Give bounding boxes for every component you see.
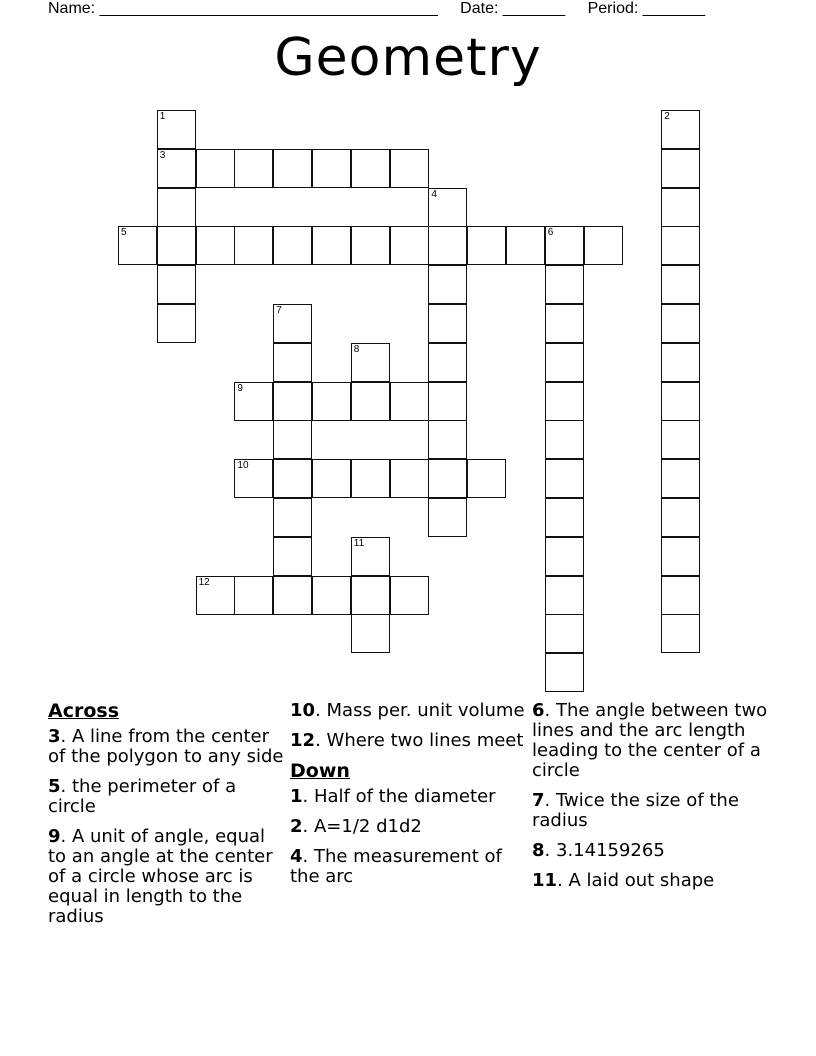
grid-cell[interactable]	[545, 498, 584, 537]
grid-cell[interactable]	[506, 226, 545, 265]
grid-cell[interactable]	[196, 576, 235, 615]
grid-cell[interactable]	[661, 537, 700, 576]
grid-cell[interactable]	[234, 382, 273, 421]
down-heading: Down	[290, 760, 350, 782]
grid-cell[interactable]	[428, 304, 467, 343]
clue-number: 7	[276, 305, 282, 316]
grid-cell[interactable]	[661, 343, 700, 382]
grid-cell[interactable]	[545, 304, 584, 343]
grid-cell[interactable]	[428, 265, 467, 304]
grid-cell[interactable]	[351, 343, 390, 382]
grid-cell[interactable]	[351, 459, 390, 498]
grid-cell[interactable]	[584, 226, 623, 265]
grid-cell[interactable]	[661, 265, 700, 304]
date-field[interactable]: Date: _______	[460, 0, 566, 17]
grid-cell[interactable]	[545, 226, 584, 265]
grid-cell[interactable]	[273, 382, 312, 421]
grid-cell[interactable]	[273, 149, 312, 188]
grid-cell[interactable]	[428, 343, 467, 382]
grid-cell[interactable]	[428, 420, 467, 459]
clue-down-4: 4. The measurement of the arc	[290, 846, 502, 887]
clue-number: 9	[237, 382, 243, 394]
grid-cell[interactable]	[661, 382, 700, 421]
grid-cell[interactable]	[661, 614, 700, 653]
grid-cell[interactable]	[312, 226, 351, 265]
clue-across-10: 10. Mass per. unit volume	[290, 700, 525, 721]
grid-cell[interactable]	[390, 459, 429, 498]
grid-cell[interactable]	[351, 382, 390, 421]
page-title: Geometry	[274, 28, 542, 88]
grid-cell[interactable]	[661, 226, 700, 265]
grid-cell[interactable]	[273, 498, 312, 537]
grid-cell[interactable]	[196, 149, 235, 188]
grid-cell[interactable]	[545, 343, 584, 382]
grid-cell[interactable]	[273, 537, 312, 576]
grid-cell[interactable]	[545, 459, 584, 498]
grid-cell[interactable]	[234, 576, 273, 615]
grid-cell[interactable]	[157, 110, 196, 149]
name-field[interactable]: Name: ______________________________________	[48, 0, 438, 17]
clues-column-3	[532, 701, 770, 901]
grid-cell[interactable]	[428, 188, 467, 227]
grid-cell[interactable]	[312, 149, 351, 188]
grid-cell[interactable]	[661, 149, 700, 188]
grid-cell[interactable]	[428, 459, 467, 498]
grid-cell[interactable]	[390, 149, 429, 188]
grid-cell[interactable]	[157, 226, 196, 265]
clue-number: 4	[431, 188, 437, 200]
grid-cell[interactable]	[545, 576, 584, 615]
grid-cell[interactable]	[351, 149, 390, 188]
grid-cell[interactable]	[351, 614, 390, 653]
grid-cell[interactable]	[428, 382, 467, 421]
grid-cell[interactable]	[273, 420, 312, 459]
grid-cell[interactable]	[312, 459, 351, 498]
grid-cell[interactable]	[351, 537, 390, 576]
grid-cell[interactable]	[157, 265, 196, 304]
grid-cell[interactable]	[428, 498, 467, 537]
grid-cell[interactable]	[312, 576, 351, 615]
grid-cell[interactable]	[157, 188, 196, 227]
grid-cell[interactable]	[545, 537, 584, 576]
grid-cell[interactable]	[390, 382, 429, 421]
clue-down-6: 6. The angle between two lines and the arc length leading to the center of a circle	[532, 700, 768, 781]
clue-number: 12	[198, 576, 210, 588]
clue-number: 8	[353, 343, 360, 355]
clue-across-9: 9. A unit of angle, equal to an angle at the center of a circle whose arc is equal in length to the radius	[48, 826, 273, 927]
grid-cell[interactable]	[273, 459, 312, 498]
grid-cell[interactable]	[273, 226, 312, 265]
grid-cell[interactable]	[545, 420, 584, 459]
clue-number: 11	[353, 537, 365, 549]
grid-cell[interactable]	[661, 576, 700, 615]
grid-cell[interactable]	[273, 304, 312, 343]
clues-column-2	[290, 701, 528, 897]
grid-cell[interactable]	[661, 110, 700, 149]
clue-down-8: 8. 3.14159265	[532, 840, 665, 861]
grid-cell[interactable]	[234, 459, 273, 498]
grid-cell[interactable]	[273, 576, 312, 615]
clue-across-12: 12. Where two lines meet	[290, 730, 524, 751]
grid-cell[interactable]	[428, 226, 467, 265]
clue-down-7: 7. Twice the size of the radius	[532, 790, 739, 831]
grid-cell[interactable]	[545, 265, 584, 304]
grid-cell[interactable]	[234, 149, 273, 188]
clue-across-5: 5. the perimeter of a circle	[48, 776, 237, 817]
grid-cell[interactable]	[157, 304, 196, 343]
clue-number: 10	[237, 460, 249, 472]
grid-cell[interactable]	[661, 498, 700, 537]
grid-cell[interactable]	[351, 226, 390, 265]
grid-cell[interactable]	[234, 226, 273, 265]
grid-cell[interactable]	[390, 576, 429, 615]
grid-cell[interactable]	[661, 420, 700, 459]
clue-down-2: 2. A=1/2 d1d2	[290, 816, 422, 837]
clue-number: 1	[159, 111, 166, 122]
grid-cell[interactable]	[467, 459, 506, 498]
grid-cell[interactable]	[545, 382, 584, 421]
grid-cell[interactable]	[312, 382, 351, 421]
grid-cell[interactable]	[351, 576, 390, 615]
across-heading: Across	[48, 700, 120, 722]
grid-cell[interactable]	[661, 188, 700, 227]
grid-cell[interactable]	[545, 614, 584, 653]
clues-column-1	[48, 701, 286, 937]
clue-down-11: 11. A laid out shape	[532, 870, 715, 891]
grid-cell[interactable]	[273, 343, 312, 382]
grid-cell[interactable]	[661, 304, 700, 343]
clue-number: 2	[664, 111, 670, 122]
clue-across-3: 3. A line from the center of the polygon to any side	[48, 726, 284, 767]
clue-number: 5	[121, 227, 127, 239]
grid-cell[interactable]	[467, 226, 506, 265]
clue-down-1: 1. Half of the diameter	[290, 786, 496, 807]
grid-cell[interactable]	[196, 226, 235, 265]
grid-cell[interactable]	[545, 653, 584, 692]
period-field[interactable]: Period: _______	[587, 0, 706, 17]
clue-number: 3	[159, 149, 166, 161]
grid-cell[interactable]	[390, 226, 429, 265]
clue-number: 6	[547, 227, 554, 239]
grid-cell[interactable]	[118, 226, 157, 265]
grid-cell[interactable]	[661, 459, 700, 498]
grid-cell[interactable]	[157, 149, 196, 188]
